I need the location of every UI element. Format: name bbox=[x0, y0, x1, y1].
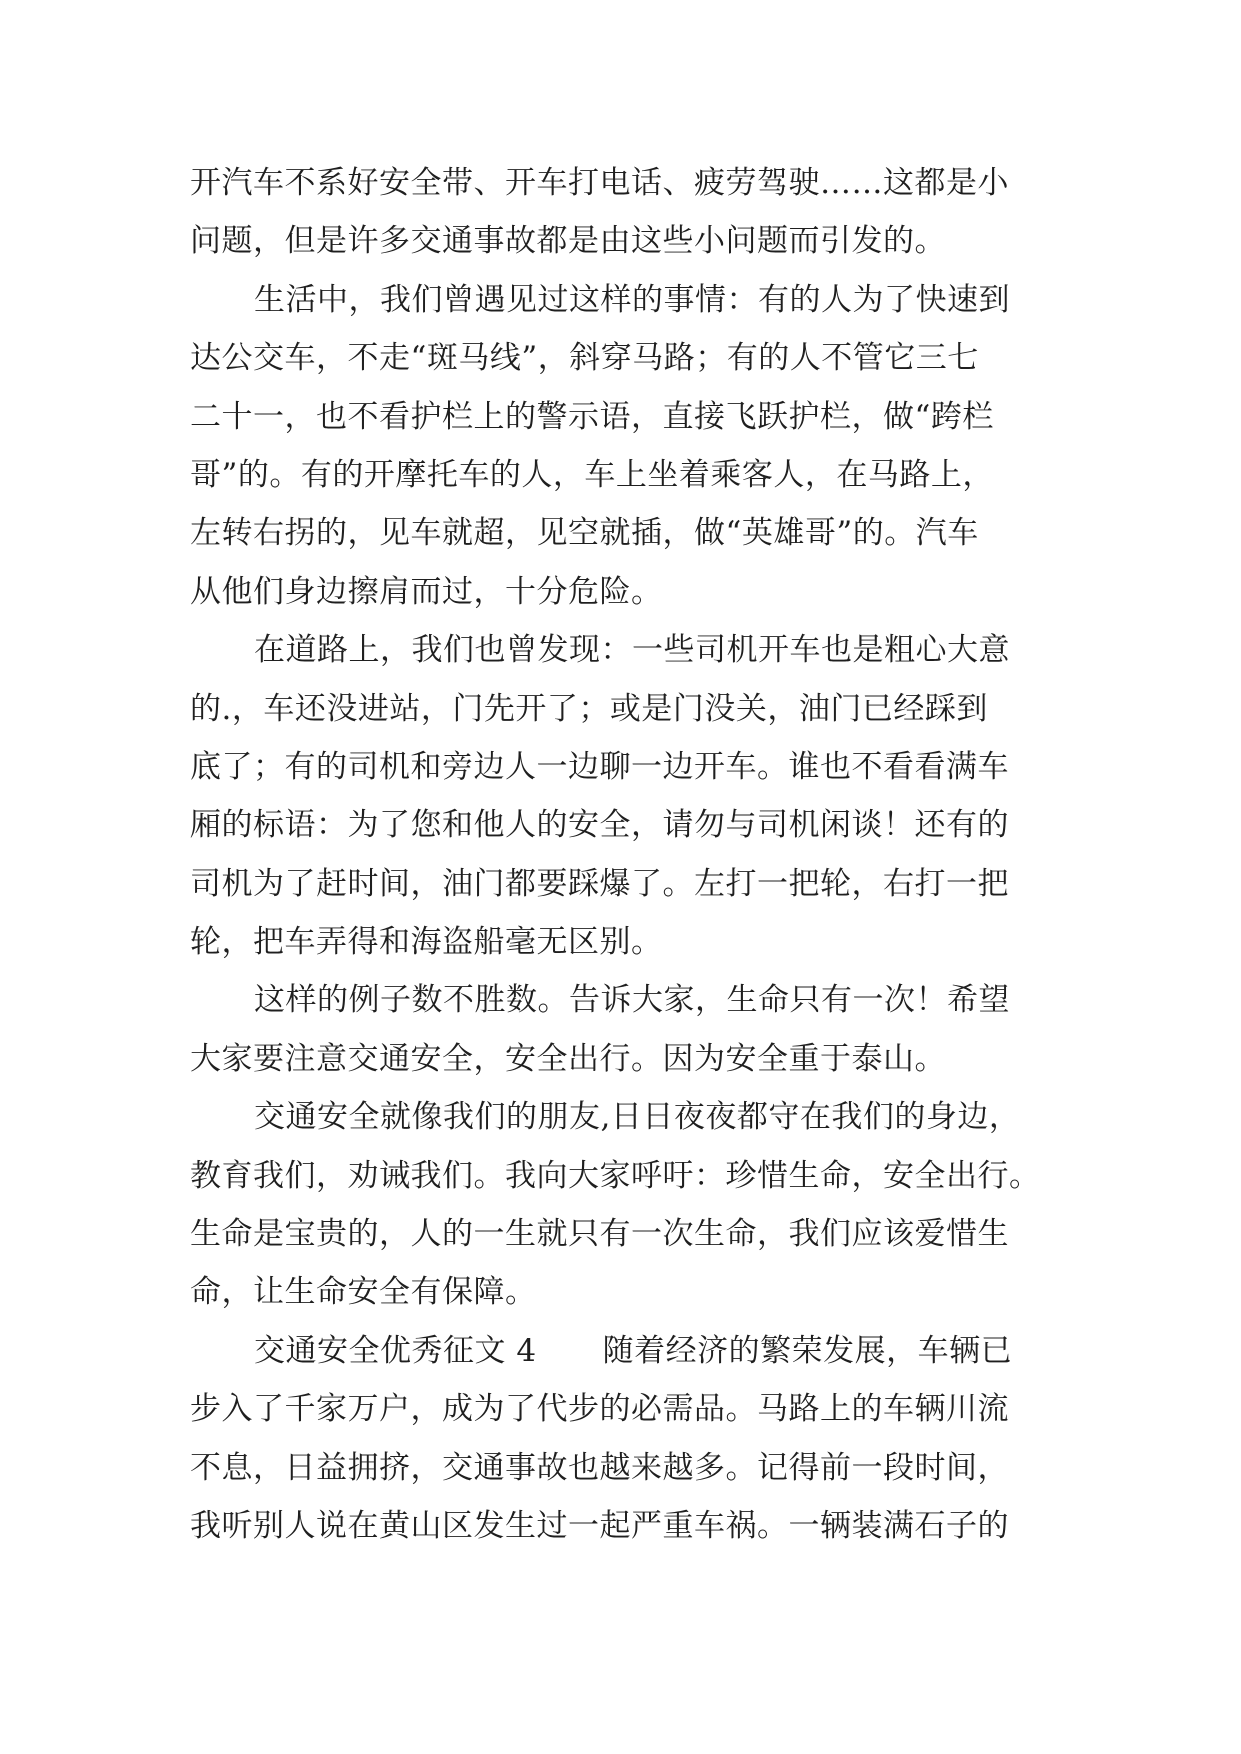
body-text bbox=[190, 154, 1050, 1555]
text-line-7: 左转右拐的，见车就超，见空就插，做“英雄哥”的。汽车 bbox=[190, 515, 979, 552]
text-line-18: 教育我们，劝诫我们。我向大家呼吁：珍惜生命，安全出行。 bbox=[190, 1157, 1041, 1194]
text-line-19: 生命是宝贵的，人的一生就只有一次生命，我们应该爱惜生 bbox=[190, 1216, 1009, 1253]
text-line-21 bbox=[190, 1322, 1050, 1380]
text-line-12: 厢的标语：为了您和他人的安全，请勿与司机闲谈！还有的 bbox=[190, 807, 1009, 844]
text-line-13: 司机为了赶时间，油门都要踩爆了。左打一把轮，右打一把 bbox=[190, 865, 1009, 902]
text-line-24: 我听别人说在黄山区发生过一起严重车祸。一辆装满石子的 bbox=[190, 1507, 1009, 1544]
text-line-6: 哥”的。有的开摩托车的人，车上坐着乘客人，在马路上， bbox=[190, 456, 994, 493]
text-line-17: 交通安全就像我们的朋友,日日夜夜都守在我们的身边， bbox=[254, 1099, 1021, 1136]
text-line-22: 步入了千家万户，成为了代步的必需品。马路上的车辆川流 bbox=[190, 1391, 1009, 1428]
text-line-16: 大家要注意交通安全，安全出行。因为安全重于泰山。 bbox=[190, 1040, 946, 1077]
text-line-10: 的.，车还没进站，门先开了；或是门没关，油门已经踩到 bbox=[190, 690, 988, 727]
text-line-2: 问题，但是许多交通事故都是由这些小问题而引发的。 bbox=[190, 223, 946, 260]
text-line-1: 开汽车不系好安全带、开车打电话、疲劳驾驶……这都是小 bbox=[190, 165, 1009, 201]
section-heading: 交通安全优秀征文 4 bbox=[254, 1332, 537, 1369]
text-line-9: 在道路上，我们也曾发现：一些司机开车也是粗心大意 bbox=[254, 632, 1010, 669]
text-line-20: 命，让生命安全有保障。 bbox=[190, 1274, 537, 1311]
text-line-11: 底了；有的司机和旁边人一边聊一边开车。谁也不看看满车 bbox=[190, 748, 1009, 785]
text-line-3: 生活中，我们曾遇见过这样的事情：有的人为了快速到 bbox=[254, 281, 1010, 318]
text-line-5: 二十一，也不看护栏上的警示语，直接飞跃护栏，做“跨栏 bbox=[190, 398, 994, 435]
text-line-23: 不息，日益拥挤，交通事故也越来越多。记得前一段时间， bbox=[190, 1449, 1009, 1486]
section-first-line: 随着经济的繁荣发展，车辆已 bbox=[602, 1332, 1013, 1369]
text-line-4: 达公交车，不走“斑马线”，斜穿马路；有的人不管它三七 bbox=[190, 340, 979, 377]
text-line-15: 这样的例子数不胜数。告诉大家，生命只有一次！希望 bbox=[254, 982, 1010, 1019]
text-line-14: 轮，把车弄得和海盗船毫无区别。 bbox=[190, 924, 663, 961]
text-line-8: 从他们身边擦肩而过，十分危险。 bbox=[190, 573, 663, 610]
